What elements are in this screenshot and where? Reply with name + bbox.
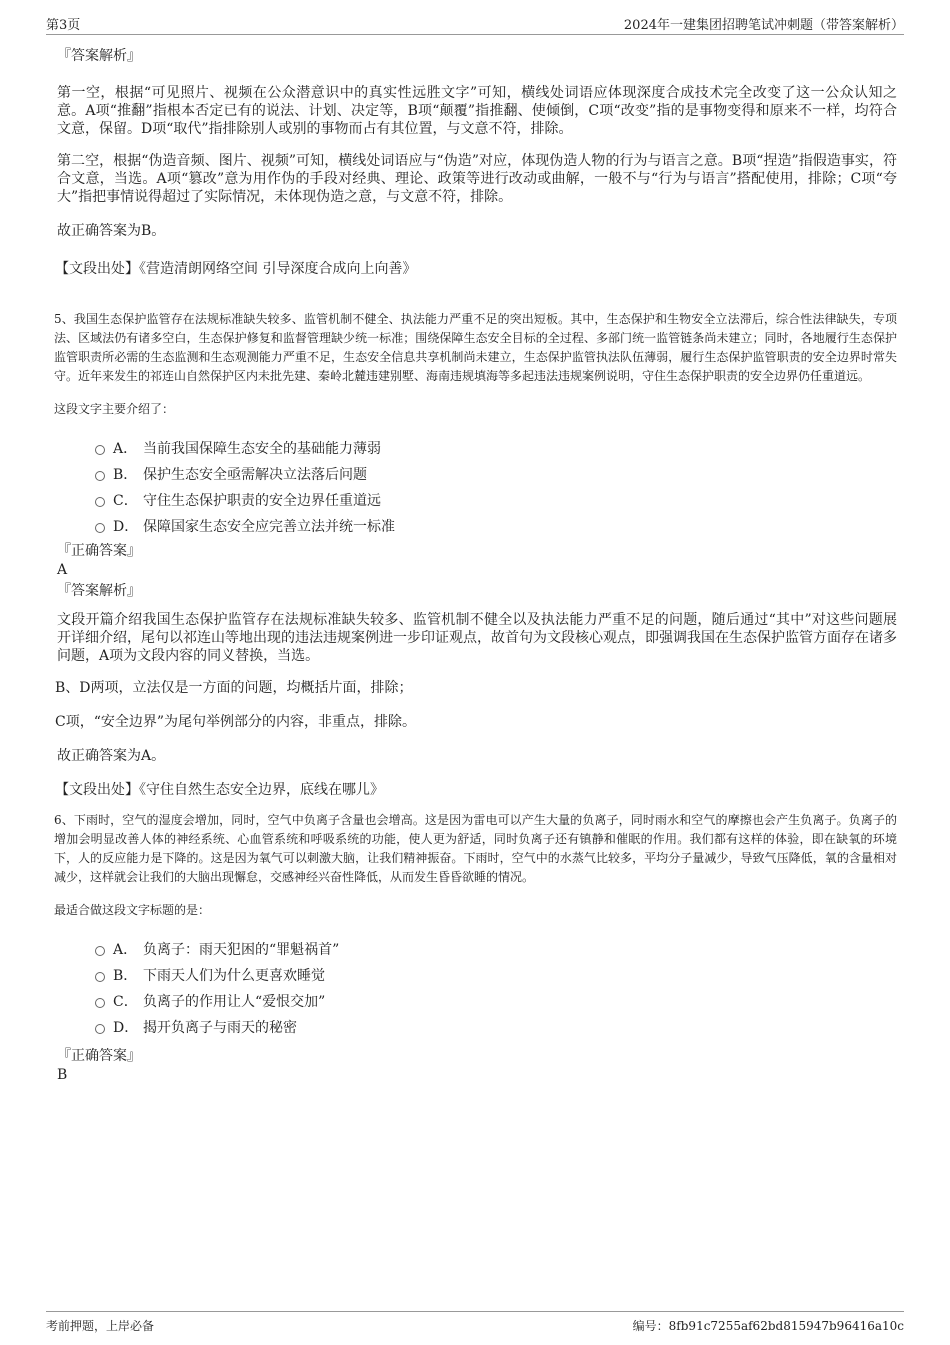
radio-button[interactable]	[95, 471, 105, 481]
q5-analysis-label: 『答案解析』	[57, 583, 141, 599]
q4-source: 【文段出处】《营造清朗网络空间 引导深度合成向上向善》	[55, 261, 417, 277]
q6-question: 最适合做这段文字标题的是：	[54, 903, 211, 917]
page-content	[54, 42, 897, 1084]
q6-option-a[interactable]: A． 负离子：雨天犯困的“罪魁祸首”	[95, 936, 897, 962]
radio-button[interactable]	[95, 1024, 105, 1034]
q5-option-a[interactable]: A． 当前我国保障生态安全的基础能力薄弱	[95, 435, 897, 461]
q5-analysis-p1: 文段开篇介绍我国生态保护监管存在法规标准缺失较多、监管机制不健全以及执法能力严重不足的问题，随后通过“其中”对这些问题展开详细介绍，尾句以祁连山等地出现的违法违规案例进一步印证观点，故首句为文段核心观点，即强调我国在生态保护监管方面存在诸多问题，A项为文段内容的同义替换，当选。	[57, 612, 897, 664]
page-header	[46, 14, 904, 35]
q5-source: 【文段出处】《守住自然生态安全边界，底线在哪儿》	[55, 782, 384, 798]
q5-option-b[interactable]: B． 保护生态安全亟需解决立法落后问题	[95, 461, 897, 487]
q5-answer-label: 『正确答案』	[57, 543, 141, 559]
q5-answer: A	[57, 562, 68, 578]
q6-option-b[interactable]: B． 下雨天人们为什么更喜欢睡觉	[95, 962, 897, 988]
q4-conclusion: 故正确答案为B。	[57, 223, 166, 239]
q5-analysis-p2: B、D两项，立法仅是一方面的问题，均概括片面，排除；	[55, 680, 413, 696]
document-title: 2024年一建集团招聘笔试冲刺题（带答案解析）	[623, 18, 904, 33]
q6-stem: 6、下雨时，空气的湿度会增加，同时，空气中负离子含量也会增高。这是因为雷电可以产生大量的负离子，同时雨水和空气的摩擦也会产生负离子。负离子的增加会明显改善人体的神经系统、心血管系统和呼吸系统的功能，使人更为舒适，同时负离子还有镇静和催眠的作用。我们都有这样的体验，即在缺氧的环境下，人的反应能力是下降的。这是因为氧气可以刺激大脑，让我们精神振奋。下雨时，空气中的水蒸气比较多，平均分子量减少，导致气压降低，氧的含量相对减少，这样就会让我们的大脑出现懈怠，交感神经兴奋性降低，从而发生昏昏欲睡的情况。	[54, 813, 897, 884]
q5-options	[57, 435, 897, 539]
radio-button[interactable]	[95, 497, 105, 507]
q5-option-c[interactable]: C． 守住生态保护职责的安全边界任重道远	[95, 487, 897, 513]
q5-question: 这段文字主要介绍了：	[54, 402, 175, 416]
page-footer	[46, 1311, 904, 1334]
q6-option-c[interactable]: C． 负离子的作用让人“爱恨交加”	[95, 988, 897, 1014]
radio-button[interactable]	[95, 445, 105, 455]
q4-analysis-label: 『答案解析』	[57, 48, 141, 64]
radio-button[interactable]	[95, 998, 105, 1008]
q6-option-d[interactable]: D． 揭开负离子与雨天的秘密	[95, 1014, 897, 1040]
q6-answer-label: 『正确答案』	[57, 1048, 141, 1064]
q5-conclusion: 故正确答案为A。	[57, 748, 166, 764]
q6-options	[57, 936, 897, 1040]
radio-button[interactable]	[95, 972, 105, 982]
radio-button[interactable]	[95, 523, 105, 533]
q5-analysis-p3: C项，“安全边界”为尾句举例部分的内容，非重点，排除。	[55, 714, 417, 730]
document-code: 编号：8fb91c7255af62bd815947b96416a10c	[632, 1319, 904, 1333]
q4-analysis-p2: 第二空，根据“伪造音频、图片、视频”可知，横线处词语应与“伪造”对应，体现伪造人物的行为与语言之意。B项“捏造”指假造事实，符合文意，当选。A项“篡改”意为用作伪的手段对经典、理论、政策等进行改动或曲解，一般不与“行为与语言”搭配使用，排除；C项“夸大”指把事情说得超过了实际情况，未体现伪造之意，与文意不符，排除。	[57, 153, 897, 205]
q4-analysis-p1: 第一空，根据“可见照片、视频在公众潜意识中的真实性远胜文字”可知，横线处词语应体现深度合成技术完全改变了这一公众认知之意。A项“推翻”指根本否定已有的说法、计划、决定等，B项“颠覆”指推翻、使倾倒，C项“改变”指的是事物变得和原来不一样，均符合文意，保留。D项“取代”指排除别人或别的事物而占有其位置，与文意不符，排除。	[57, 85, 897, 137]
footer-slogan: 考前押题，上岸必备	[46, 1319, 155, 1333]
q5-option-d[interactable]: D． 保障国家生态安全应完善立法并统一标准	[95, 513, 897, 539]
q6-answer: B	[57, 1067, 68, 1083]
radio-button[interactable]	[95, 946, 105, 956]
q5-stem: 5、我国生态保护监管存在法规标准缺失较多、监管机制不健全、执法能力严重不足的突出短板。其中，生态保护和生物安全立法滞后，综合性法律缺失，专项法、区域法仍有诸多空白，生态保护修复和监督管理缺少统一标准；围绕保障生态安全目标的全过程、多部门统一监管链条尚未建立；同时，各地履行生态保护监管职责所必需的生态监测和生态观测能力严重不足，生态安全信息共享机制尚未建立，生态保护监管执法队伍薄弱，履行生态保护监管职责的安全边界时常失守。近年来发生的祁连山自然保护区内未批先建、秦岭北麓违建别墅、海南违规填海等多起违法违规案例说明，守住生态保护职责的安全边界仍任重道远。	[54, 312, 897, 383]
page-number: 第3页	[46, 18, 81, 33]
